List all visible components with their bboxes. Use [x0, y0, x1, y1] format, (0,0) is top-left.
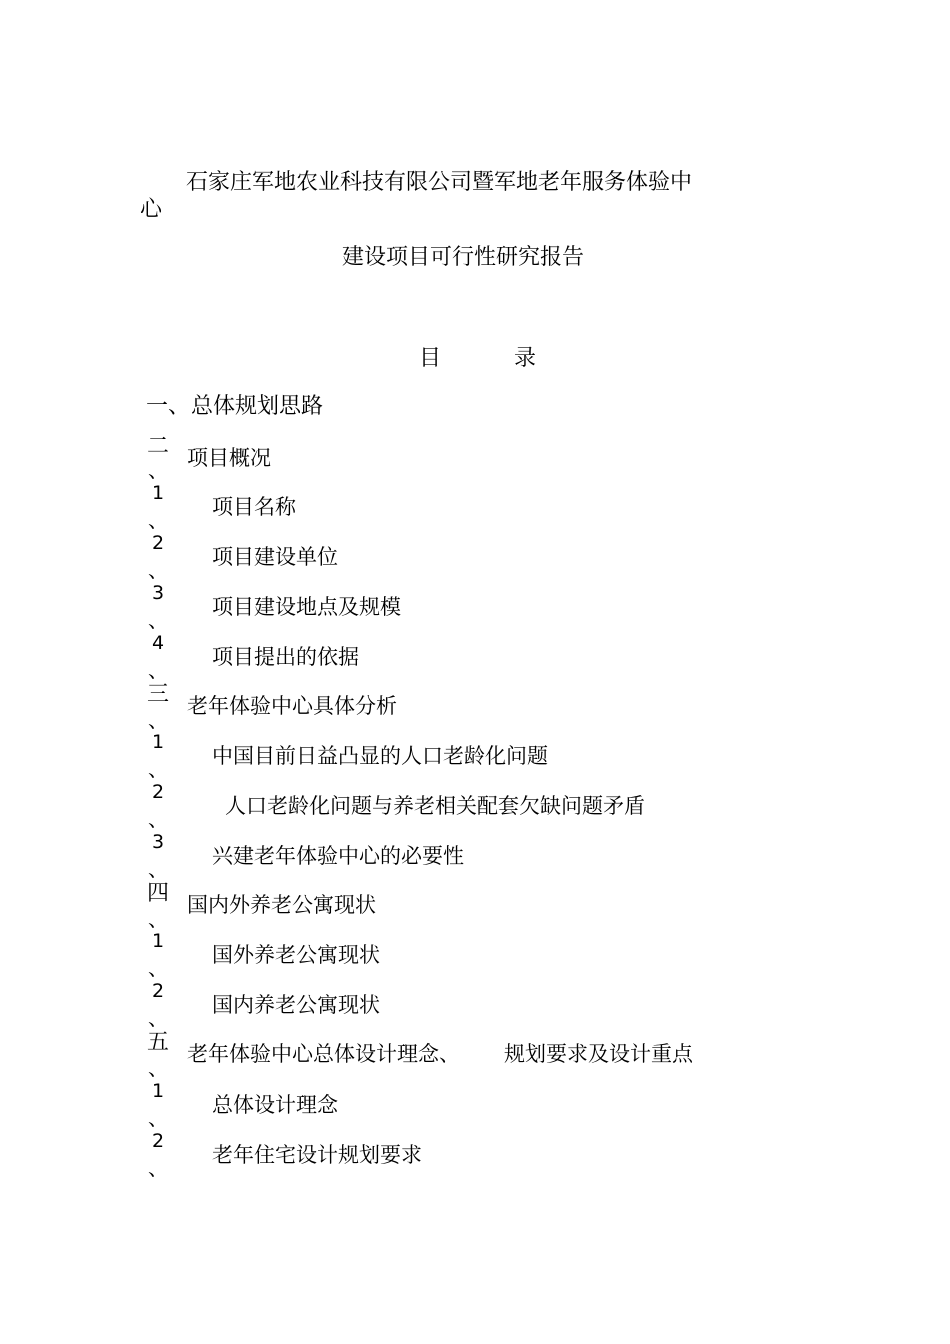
toc-marker-separator: 、	[148, 907, 168, 931]
toc-entry-text: 中国目前日益凸显的人口老龄化问题	[212, 744, 548, 768]
toc-marker-separator: 、	[148, 956, 168, 980]
toc-entry-text: 项目概况	[187, 446, 271, 470]
toc-marker-separator: 、	[148, 608, 168, 632]
toc-marker-separator: 、	[148, 857, 168, 881]
toc-entry-text: 老年体验中心具体分析	[187, 694, 397, 718]
toc-marker: 1	[151, 482, 165, 504]
toc-marker-separator: 、	[148, 757, 168, 781]
toc-marker: 2	[151, 532, 165, 554]
toc-entry-text: 项目建设地点及规模	[212, 595, 401, 619]
toc-marker: 2	[151, 1130, 165, 1152]
toc-marker-separator: 、	[148, 508, 168, 532]
toc-marker: 3	[151, 582, 165, 604]
toc-marker-separator: 、	[148, 1006, 168, 1030]
document-title-line-2: 建设项目可行性研究报告	[342, 245, 585, 270]
toc-entry-text-continued: 规划要求及设计重点	[504, 1042, 693, 1066]
toc-entry-text: 项目建设单位	[212, 545, 338, 569]
toc-entry-text: 总体设计理念	[212, 1093, 338, 1117]
toc-marker-separator: 、	[148, 1106, 168, 1130]
toc-entry-text: 兴建老年体验中心的必要性	[212, 844, 464, 868]
toc-entry-text: 总体规划思路	[191, 394, 324, 419]
toc-marker: 3	[151, 831, 165, 853]
toc-marker: 4	[151, 632, 165, 654]
toc-entry-text: 国内外养老公寓现状	[187, 893, 376, 917]
toc-heading-right: 录	[514, 346, 537, 371]
toc-marker: 四	[146, 881, 169, 906]
toc-marker: 二	[146, 434, 169, 459]
toc-marker: 1	[151, 930, 165, 952]
toc-marker: 一、	[146, 394, 191, 419]
toc-entry-text: 老年体验中心总体设计理念、	[187, 1042, 460, 1066]
toc-marker: 2	[151, 980, 165, 1002]
toc-marker: 1	[151, 1080, 165, 1102]
toc-marker-separator: 、	[148, 1156, 168, 1180]
toc-marker-separator: 、	[148, 558, 168, 582]
toc-marker: 三	[146, 682, 169, 707]
toc-marker: 1	[151, 731, 165, 753]
toc-entry-text: 项目提出的依据	[212, 645, 359, 669]
toc-marker-separator: 、	[148, 658, 168, 682]
document-title-line-1-wrap: 心	[140, 197, 163, 222]
toc-marker-separator: 、	[148, 1056, 168, 1080]
toc-entry-text: 国内养老公寓现状	[212, 993, 380, 1017]
toc-entry-text: 项目名称	[212, 495, 296, 519]
toc-marker-separator: 、	[148, 458, 168, 482]
toc-entry-text: 国外养老公寓现状	[212, 943, 380, 967]
toc-heading-left: 目	[419, 346, 442, 371]
toc-marker-separator: 、	[148, 708, 168, 732]
toc-marker-separator: 、	[148, 807, 168, 831]
toc-entry-text: 人口老龄化问题与养老相关配套欠缺问题矛盾	[225, 794, 645, 818]
toc-entry-text: 老年住宅设计规划要求	[212, 1143, 422, 1167]
toc-marker: 五	[146, 1030, 169, 1055]
document-title-line-1: 石家庄军地农业科技有限公司暨军地老年服务体验中	[186, 170, 693, 195]
toc-marker: 2	[151, 781, 165, 803]
